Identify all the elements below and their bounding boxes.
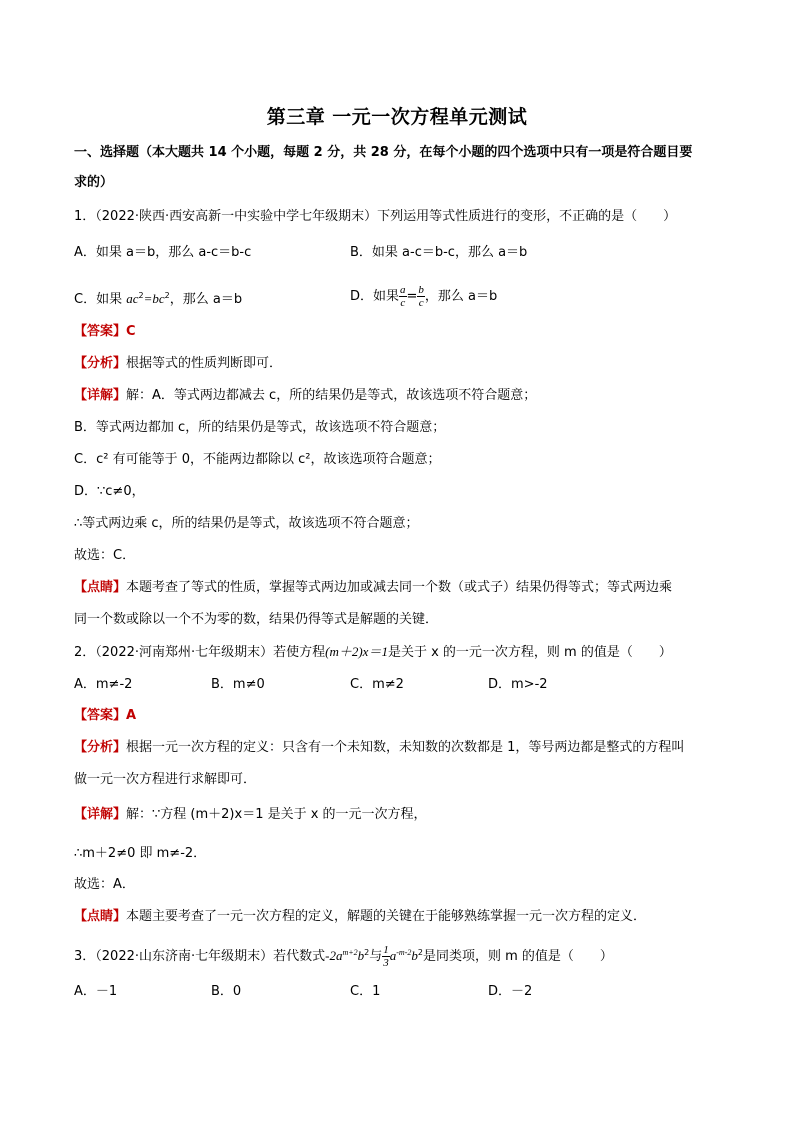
question-2-option-a: A．m≠-2 <box>74 677 133 692</box>
analysis-tag: 【分析】 <box>74 740 127 755</box>
question-1-comment-line1 <box>74 579 672 597</box>
question-1-detail-a <box>74 387 536 405</box>
question-3-stem-suffix: 是同类项，则 m 的值是（ ） <box>422 949 613 964</box>
question-2-stem-prefix: 2．（2022·河南郑州·七年级期末）若使方程 <box>74 645 326 660</box>
question-1-detail-b: B．等式两边都加 c，所的结果仍是等式，故该选项不符合题意； <box>74 420 446 435</box>
question-2-choose: 故选：A． <box>74 877 135 892</box>
question-2-stem-equation: (m＋2)x＝1 <box>325 644 388 659</box>
question-1-option-c-math1: ac <box>126 291 139 306</box>
question-1-option-c <box>74 287 242 309</box>
question-1-option-d-suffix: ，那么 a＝b <box>424 289 498 304</box>
page-title: 第三章 一元一次方程单元测试 <box>266 106 528 128</box>
question-3-term2-exponent: -m-2 <box>396 948 412 957</box>
detail-text: 解：∵方程 (m＋2)x＝1 是关于 x 的一元一次方程， <box>126 807 427 822</box>
question-3-and: 与 <box>369 949 383 964</box>
question-2-answer <box>74 707 136 725</box>
question-3-term1: -2a <box>325 948 343 963</box>
question-3-option-c: C．1 <box>350 984 381 999</box>
question-1-option-c-prefix: C．如果 <box>74 292 127 307</box>
comment-text: 本题主要考查了一元一次方程的定义，解题的关键在于能够熟练掌握一元一次方程的定义． <box>126 909 647 924</box>
question-1-detail-c: C．c² 有可能等于 0，不能两边都除以 c²，故该选项符合题意； <box>74 452 441 467</box>
question-3-term2: a <box>389 948 397 963</box>
question-2-option-b: B．m≠0 <box>211 677 265 692</box>
question-1-stem: 1．（2022·陕西·西安高新一中实验中学七年级期末）下列运用等式性质进行的变形，不正确的是（ ） <box>74 209 677 224</box>
question-2-option-c: C．m≠2 <box>350 677 404 692</box>
question-3-term2-b: b <box>411 948 418 963</box>
answer-tag: 【答案】 <box>74 708 127 723</box>
question-3-term2-b-exponent: 2 <box>417 948 423 957</box>
question-2-detail-line1 <box>74 806 427 824</box>
question-3-option-d: D．－2 <box>488 984 533 999</box>
answer-value: C <box>126 324 136 339</box>
question-1-option-c-sup1: 2 <box>138 291 144 300</box>
question-1-option-c-math2: =bc <box>143 291 165 306</box>
question-3-term1-b-exponent: 2 <box>364 948 370 957</box>
question-1-detail-d: D．∵c≠0， <box>74 484 145 499</box>
analysis-text: 根据等式的性质判断即可． <box>126 356 283 371</box>
section-heading-line1: 一、选择题（本大题共 14 个小题，每题 2 分，共 28 分，在每个小题的四个选项中只有一项是符合题目要 <box>74 145 693 160</box>
question-1-option-d <box>350 284 497 309</box>
question-3-term1-exponent: m+2 <box>342 948 358 957</box>
question-2-stem <box>74 643 672 662</box>
question-2-stem-suffix: 是关于 x 的一元一次方程，则 m 的值是（ ） <box>387 645 672 660</box>
comment-tag: 【点睛】 <box>74 909 127 924</box>
question-1-option-c-suffix: ，那么 a＝b <box>169 292 243 307</box>
question-3-stem <box>74 940 613 970</box>
detail-text: 解：A．等式两边都减去 c，所的结果仍是等式，故该选项不符合题意； <box>126 388 537 403</box>
question-2-analysis-line2: 做一元一次方程进行求解即可． <box>74 772 257 787</box>
question-2-detail-line2: ∴m＋2≠0 即 m≠-2． <box>74 846 207 861</box>
question-1-analysis <box>74 355 282 373</box>
analysis-tag: 【分析】 <box>74 356 127 371</box>
question-1-detail-d2: ∴等式两边乘 c，所的结果仍是等式，故该选项不符合题意； <box>74 516 419 531</box>
detail-tag: 【详解】 <box>74 388 127 403</box>
analysis-text: 根据一元一次方程的定义：只含有一个未知数，未知数的次数都是 1，等号两边都是整式的方程叫 <box>126 740 685 755</box>
comment-tag: 【点睛】 <box>74 580 127 595</box>
question-3-term1-b: b <box>357 948 365 963</box>
comment-text: 本题考查了等式的性质，掌握等式两边加或减去同一个数（或式子）结果仍得等式；等式两边乘 <box>126 580 673 595</box>
question-3-stem-prefix: 3．（2022·山东济南·七年级期末）若代数式 <box>74 949 326 964</box>
question-1-comment-line2: 同一个数或除以一个不为零的数，结果仍得等式是解题的关键． <box>74 612 439 627</box>
question-3-fraction-one-third: $\frac{1}{3}$ <box>383 944 389 969</box>
question-3-option-a: A．－1 <box>74 984 118 999</box>
question-1-option-a: A．如果 a＝b，那么 a-c＝b-c <box>74 245 252 260</box>
question-1-option-d-prefix: D．如果 <box>350 289 400 304</box>
answer-value: A <box>126 708 137 723</box>
answer-tag: 【答案】 <box>74 324 127 339</box>
question-1-option-b: B．如果 a-c＝b-c，那么 a＝b <box>350 245 528 260</box>
question-2-comment <box>74 908 646 926</box>
detail-tag: 【详解】 <box>74 807 127 822</box>
question-2-option-d: D．m>-2 <box>488 677 548 692</box>
question-3-option-b: B．0 <box>211 984 242 999</box>
question-1-option-d-fraction-a-over-c: $\frac{a}{c}$ <box>400 284 406 309</box>
question-1-option-d-equals: = <box>406 289 418 304</box>
question-1-option-d-fraction-b-over-c: $\frac{b}{c}$ <box>418 284 424 309</box>
section-heading-line2: 求的） <box>74 175 114 190</box>
question-1-answer <box>74 323 136 341</box>
question-1-option-c-sup2: 2 <box>164 291 170 300</box>
question-2-analysis-line1 <box>74 739 684 757</box>
question-1-choose: 故选：C． <box>74 548 136 563</box>
